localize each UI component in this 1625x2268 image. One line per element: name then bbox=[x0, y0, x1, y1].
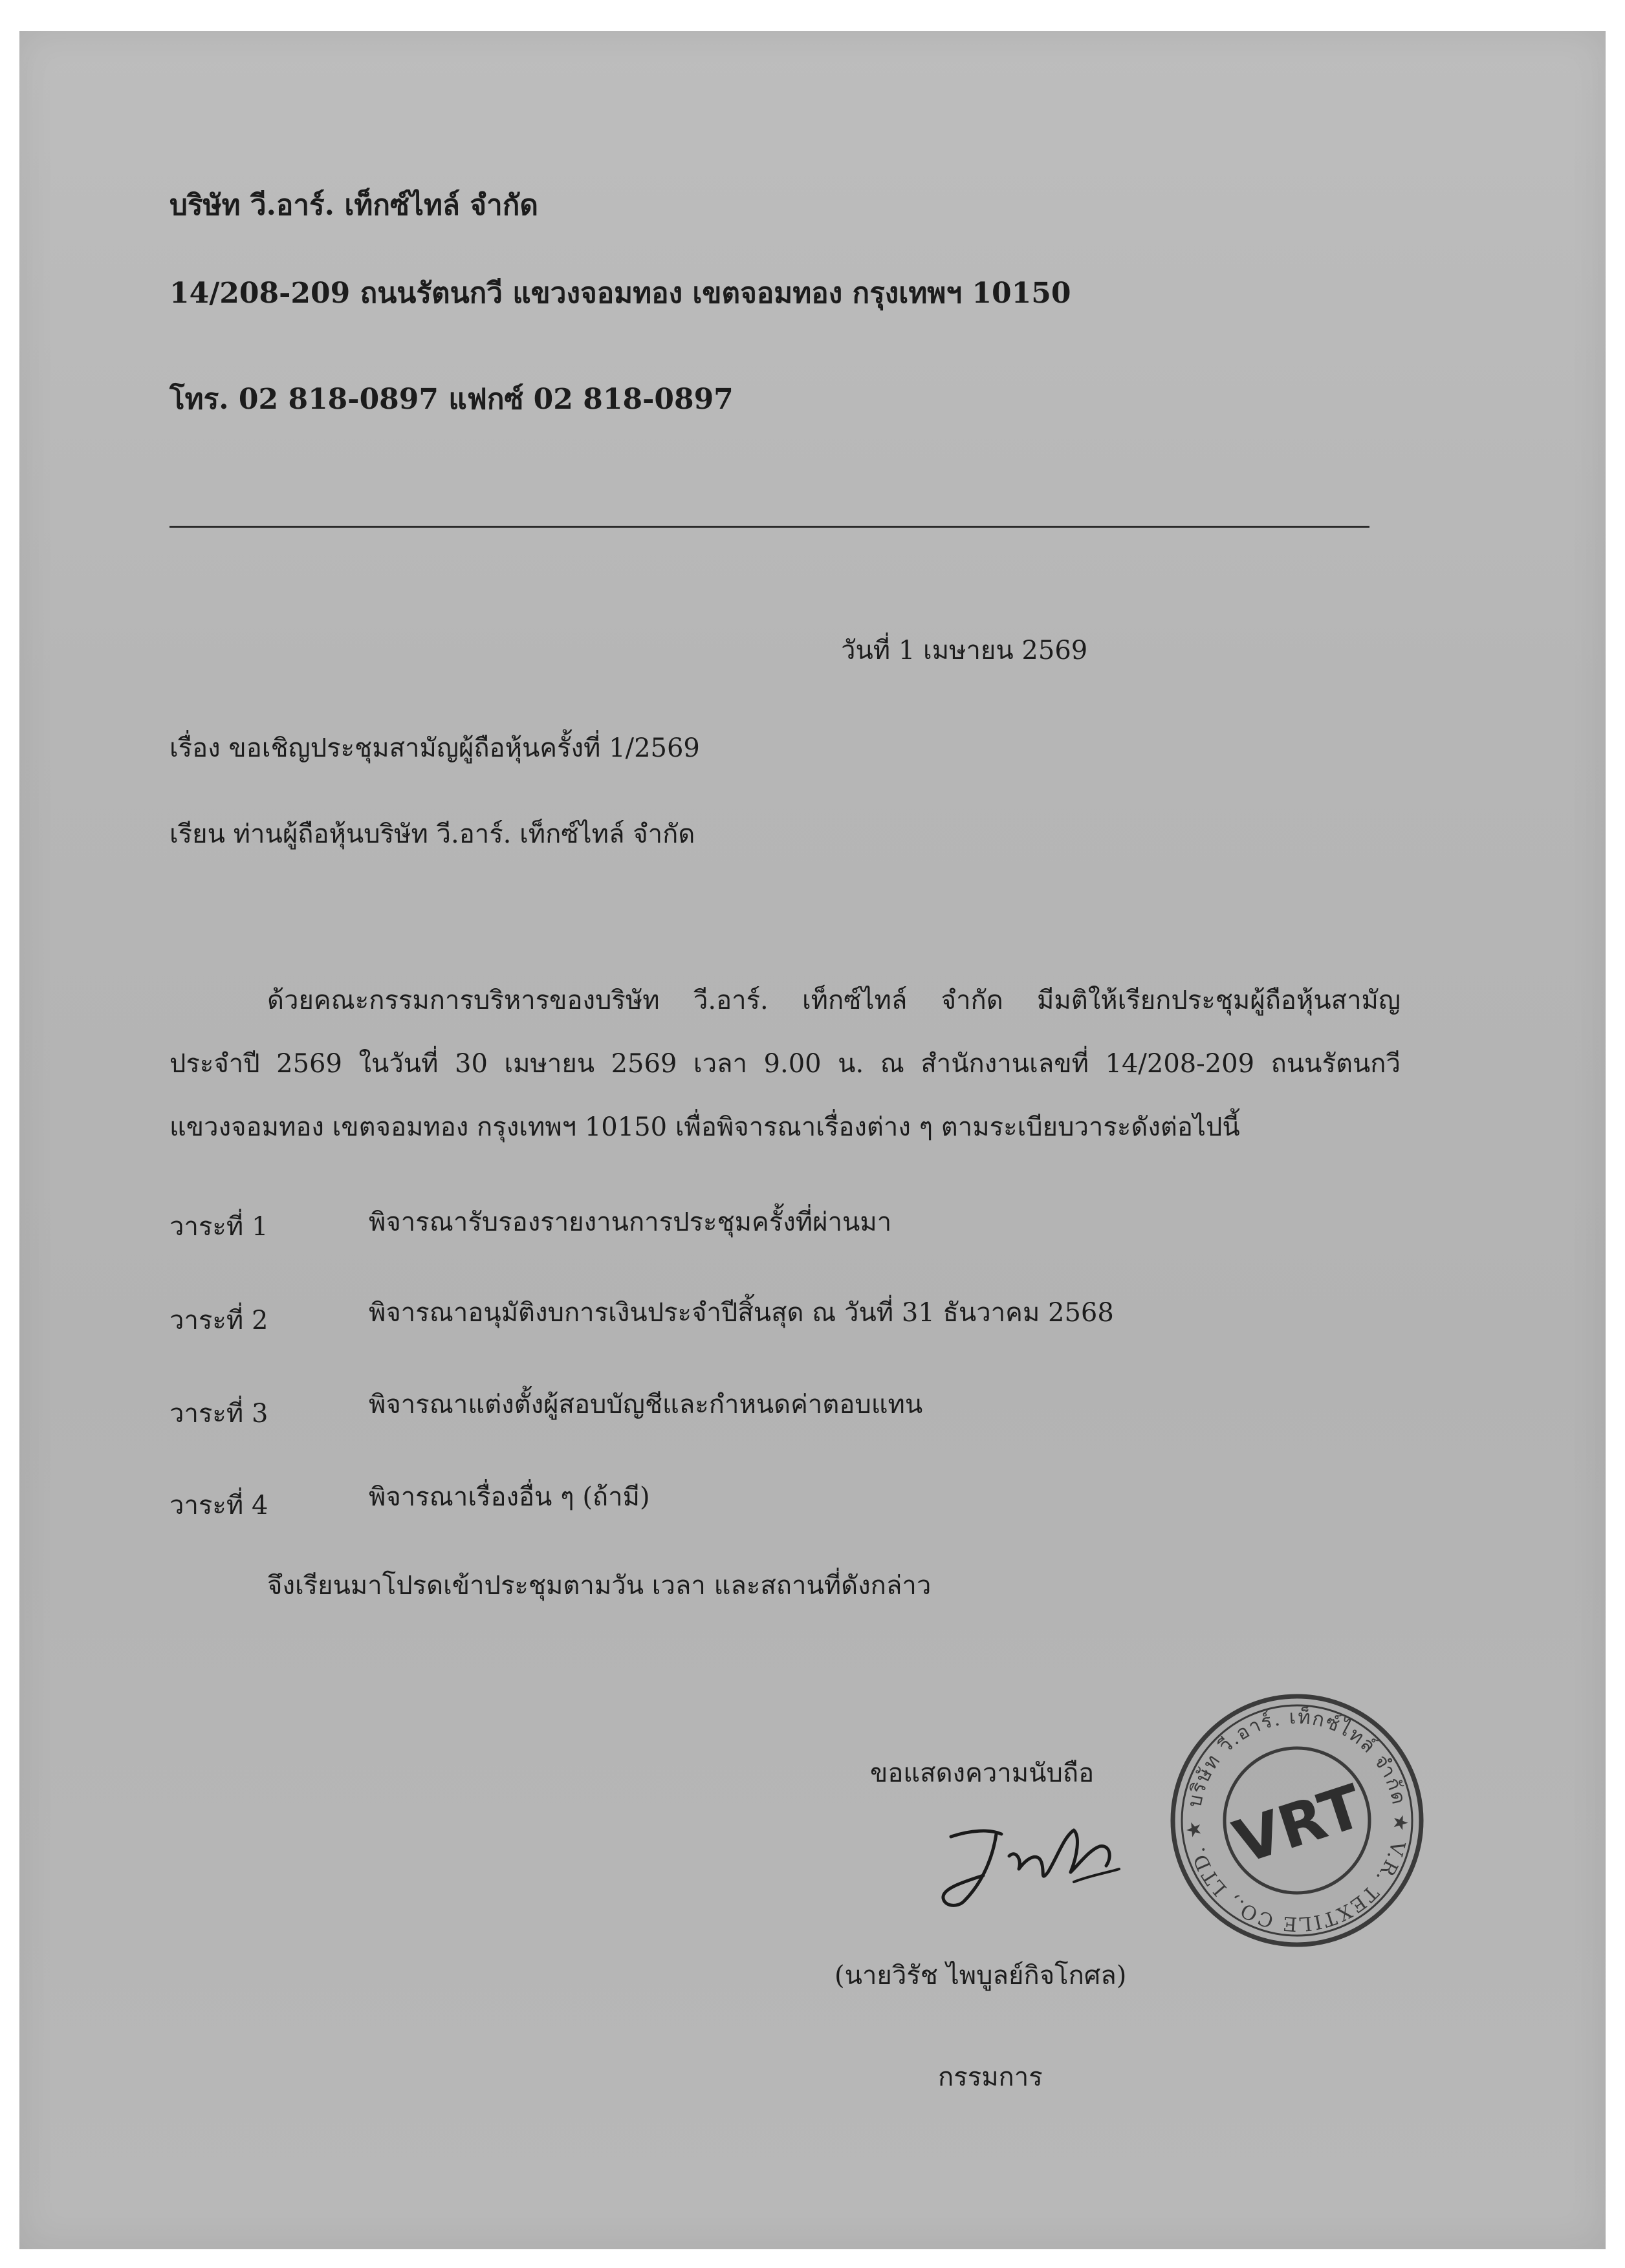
agenda-4-text: พิจารณาเรื่องอื่น ๆ (ถ้ามี) bbox=[369, 1482, 650, 1512]
company-name: บริษัท วี.อาร์. เท็กซ์ไทล์ จำกัด bbox=[169, 189, 538, 222]
svg-text:บริษัท วี.อาร์. เท็กซ์ไทล์ จำก: บริษัท วี.อาร์. เท็กซ์ไทล์ จำกัด ★ V.R. TEXTILE CO., LTD. ★ bbox=[1182, 1705, 1412, 1936]
letter-date: วันที่ 1 เมษายน 2569 bbox=[841, 636, 1088, 665]
agenda-3-number: วาระที่ 3 bbox=[169, 1399, 268, 1429]
paragraph-line-2: ประจำปี 2569 ในวันที่ 30 เมษายน 2569 เวลา 9.00 น. ณ สำนักงานเลขที่ 14/208-209 ถนนรัตนกวี bbox=[169, 1049, 1401, 1079]
closing-line: จึงเรียนมาโปรดเข้าประชุมตามวัน เวลา และสถานที่ดังกล่าว bbox=[267, 1571, 932, 1601]
agenda-2-text: พิจารณาอนุมัติงบการเงินประจำปีสิ้นสุด ณ วันที่ 31 ธันวาคม 2568 bbox=[369, 1298, 1114, 1328]
header-divider bbox=[169, 526, 1369, 528]
seal-monogram: VRT bbox=[1226, 1771, 1371, 1878]
company-seal bbox=[1168, 1691, 1426, 1950]
signature-image bbox=[925, 1811, 1132, 1921]
paragraph-line-1: ด้วยคณะกรรมการบริหารของบริษัท วี.อาร์. เท็กซ์ไทล์ จำกัด มีมติให้เรียกประชุมผู้ถือหุ้นสามัญ bbox=[267, 986, 1401, 1015]
agenda-1-number: วาระที่ 1 bbox=[169, 1212, 268, 1242]
agenda-4-number: วาระที่ 4 bbox=[169, 1491, 268, 1520]
signer-name: (นายวิรัช ไพบูลย์กิจโกศล) bbox=[834, 1961, 1127, 1991]
agenda-2-number: วาระที่ 2 bbox=[169, 1306, 268, 1335]
letter-recipient: เรียน ท่านผู้ถือหุ้นบริษัท วี.อาร์. เท็กซ์ไทล์ จำกัด bbox=[169, 819, 695, 849]
agenda-1-text: พิจารณารับรองรายงานการประชุมครั้งที่ผ่านมา bbox=[369, 1207, 892, 1237]
agenda-3-text: พิจารณาแต่งตั้งผู้สอบบัญชีและกำหนดค่าตอบแทน bbox=[369, 1390, 923, 1420]
signer-title: กรรมการ bbox=[938, 2062, 1043, 2092]
closing-regards: ขอแสดงความนับถือ bbox=[870, 1758, 1095, 1788]
company-address: 14/208-209 ถนนรัตนกวี แขวงจอมทอง เขตจอมทอง กรุงเทพฯ 10150 bbox=[169, 277, 1071, 310]
company-contact: โทร. 02 818-0897 แฟกซ์ 02 818-0897 bbox=[169, 383, 734, 416]
letter-subject: เรื่อง ขอเชิญประชุมสามัญผู้ถือหุ้นครั้งที่ 1/2569 bbox=[169, 733, 700, 763]
paragraph-line-3: แขวงจอมทอง เขตจอมทอง กรุงเทพฯ 10150 เพื่อพิจารณาเรื่องต่าง ๆ ตามระเบียบวาระดังต่อไปนี้ bbox=[169, 1112, 1240, 1142]
